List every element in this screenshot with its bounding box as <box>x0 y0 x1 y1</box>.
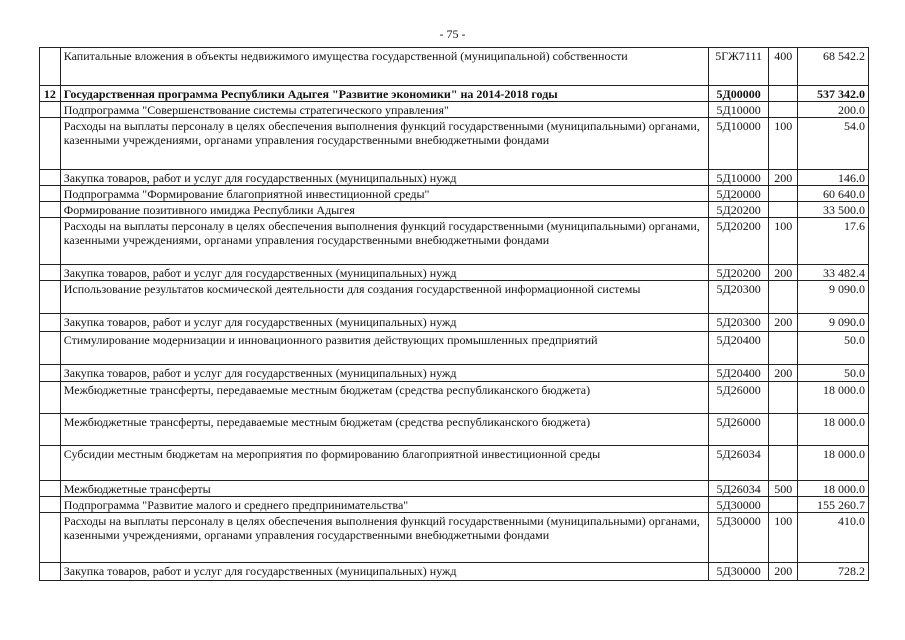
row-number-cell <box>40 513 61 563</box>
row-number-cell <box>40 118 61 170</box>
target-code-cell: 5Д10000 <box>709 170 769 186</box>
expense-type-cell: 100 <box>769 118 798 170</box>
table-row <box>40 314 869 332</box>
expense-type-cell <box>769 202 798 218</box>
item-name-cell: Межбюджетные трансферты, передаваемые местным бюджетам (средства республиканского бюджета) <box>60 414 708 446</box>
amount-cell: 728.2 <box>798 563 869 581</box>
expense-type-cell <box>769 414 798 446</box>
amount-cell: 68 542.2 <box>798 48 869 86</box>
item-name-cell: Государственная программа Республики Адыгея "Развитие экономики" на 2014-2018 годы <box>60 86 708 102</box>
table-row <box>40 86 869 102</box>
expense-type-cell: 200 <box>769 170 798 186</box>
table-row <box>40 382 869 414</box>
item-name-cell: Использование результатов космической деятельности для создания государственной информационной системы <box>60 281 708 314</box>
row-number-cell <box>40 265 61 281</box>
amount-cell: 18 000.0 <box>798 414 869 446</box>
item-name-cell: Подпрограмма "Формирование благоприятной инвестиционной среды" <box>60 186 708 202</box>
expense-type-cell: 200 <box>769 265 798 281</box>
target-code-cell: 5ГЖ7111 <box>709 48 769 86</box>
row-number-cell <box>40 202 61 218</box>
table-row <box>40 332 869 365</box>
expense-type-cell: 200 <box>769 314 798 332</box>
amount-cell: 9 090.0 <box>798 281 869 314</box>
expense-type-cell: 100 <box>769 513 798 563</box>
item-name-cell: Закупка товаров, работ и услуг для государственных (муниципальных) нужд <box>60 365 708 382</box>
target-code-cell: 5Д20400 <box>709 365 769 382</box>
row-number-cell <box>40 365 61 382</box>
row-number-cell <box>40 281 61 314</box>
table-row <box>40 281 869 314</box>
item-name-cell: Стимулирование модернизации и инновационного развития действующих промышленных предприятий <box>60 332 708 365</box>
expense-type-cell <box>769 497 798 513</box>
item-name-cell: Межбюджетные трансферты, передаваемые местным бюджетам (средства республиканского бюджета) <box>60 382 708 414</box>
expense-type-cell <box>769 446 798 481</box>
item-name-cell: Закупка товаров, работ и услуг для государственных (муниципальных) нужд <box>60 563 708 581</box>
target-code-cell: 5Д20300 <box>709 281 769 314</box>
item-name-cell: Межбюджетные трансферты <box>60 481 708 497</box>
row-number-cell <box>40 314 61 332</box>
budget-table-body <box>40 48 869 581</box>
target-code-cell: 5Д26000 <box>709 382 769 414</box>
item-name-cell: Подпрограмма "Развитие малого и среднего предпринимательства" <box>60 497 708 513</box>
amount-cell: 33 482.4 <box>798 265 869 281</box>
amount-cell: 60 640.0 <box>798 186 869 202</box>
row-number-cell <box>40 218 61 265</box>
table-row <box>40 218 869 265</box>
amount-cell: 18 000.0 <box>798 446 869 481</box>
target-code-cell: 5Д30000 <box>709 513 769 563</box>
item-name-cell: Расходы на выплаты персоналу в целях обеспечения выполнения функций государственными (муниципальными) органами, казенными учреждениями, органами управления государственными внебюджетными фондами <box>60 118 708 170</box>
amount-cell: 18 000.0 <box>798 481 869 497</box>
target-code-cell: 5Д20200 <box>709 265 769 281</box>
row-number-cell <box>40 497 61 513</box>
item-name-cell: Закупка товаров, работ и услуг для государственных (муниципальных) нужд <box>60 170 708 186</box>
target-code-cell: 5Д10000 <box>709 118 769 170</box>
row-number-cell <box>40 446 61 481</box>
table-row <box>40 118 869 170</box>
row-number-cell: 12 <box>40 86 61 102</box>
table-row <box>40 48 869 86</box>
amount-cell: 18 000.0 <box>798 382 869 414</box>
amount-cell: 50.0 <box>798 332 869 365</box>
amount-cell: 50.0 <box>798 365 869 382</box>
amount-cell: 200.0 <box>798 102 869 118</box>
table-row <box>40 513 869 563</box>
amount-cell: 9 090.0 <box>798 314 869 332</box>
row-number-cell <box>40 186 61 202</box>
row-number-cell <box>40 102 61 118</box>
table-row <box>40 481 869 497</box>
expense-type-cell: 500 <box>769 481 798 497</box>
target-code-cell: 5Д26034 <box>709 446 769 481</box>
expense-type-cell <box>769 102 798 118</box>
target-code-cell: 5Д26000 <box>709 414 769 446</box>
target-code-cell: 5Д26034 <box>709 481 769 497</box>
table-row <box>40 563 869 581</box>
page-number: - 75 - <box>439 27 466 41</box>
expense-type-cell: 200 <box>769 365 798 382</box>
expense-type-cell <box>769 186 798 202</box>
target-code-cell: 5Д30000 <box>709 563 769 581</box>
table-row <box>40 497 869 513</box>
expense-type-cell: 100 <box>769 218 798 265</box>
amount-cell: 537 342.0 <box>798 86 869 102</box>
row-number-cell <box>40 563 61 581</box>
row-number-cell <box>40 414 61 446</box>
amount-cell: 17.6 <box>798 218 869 265</box>
expense-type-cell: 200 <box>769 563 798 581</box>
table-row <box>40 446 869 481</box>
row-number-cell <box>40 170 61 186</box>
table-row <box>40 365 869 382</box>
expense-type-cell <box>769 281 798 314</box>
target-code-cell: 5Д00000 <box>709 86 769 102</box>
table-row <box>40 265 869 281</box>
row-number-cell <box>40 382 61 414</box>
row-number-cell <box>40 481 61 497</box>
amount-cell: 146.0 <box>798 170 869 186</box>
target-code-cell: 5Д20200 <box>709 202 769 218</box>
target-code-cell: 5Д20300 <box>709 314 769 332</box>
target-code-cell: 5Д30000 <box>709 497 769 513</box>
expense-type-cell <box>769 332 798 365</box>
item-name-cell: Капитальные вложения в объекты недвижимого имущества государственной (муниципальной) собственности <box>60 48 708 86</box>
table-row <box>40 202 869 218</box>
item-name-cell: Субсидии местным бюджетам на мероприятия по формированию благоприятной инвестиционной среды <box>60 446 708 481</box>
table-row <box>40 102 869 118</box>
budget-table <box>39 47 869 581</box>
row-number-cell <box>40 332 61 365</box>
amount-cell: 54.0 <box>798 118 869 170</box>
table-row <box>40 170 869 186</box>
target-code-cell: 5Д10000 <box>709 102 769 118</box>
table-row <box>40 186 869 202</box>
item-name-cell: Формирование позитивного имиджа Республики Адыгея <box>60 202 708 218</box>
amount-cell: 155 260.7 <box>798 497 869 513</box>
item-name-cell: Закупка товаров, работ и услуг для государственных (муниципальных) нужд <box>60 314 708 332</box>
expense-type-cell: 400 <box>769 48 798 86</box>
item-name-cell: Подпрограмма "Совершенствование системы стратегического управления" <box>60 102 708 118</box>
target-code-cell: 5Д20000 <box>709 186 769 202</box>
item-name-cell: Расходы на выплаты персоналу в целях обеспечения выполнения функций государственными (муниципальными) органами, казенными учреждениями, органами управления государственными внебюджетными фондами <box>60 513 708 563</box>
target-code-cell: 5Д20200 <box>709 218 769 265</box>
item-name-cell: Расходы на выплаты персоналу в целях обеспечения выполнения функций государственными (муниципальными) органами, казенными учреждениями, органами управления государственными внебюджетными фондами <box>60 218 708 265</box>
expense-type-cell <box>769 86 798 102</box>
target-code-cell: 5Д20400 <box>709 332 769 365</box>
amount-cell: 33 500.0 <box>798 202 869 218</box>
item-name-cell: Закупка товаров, работ и услуг для государственных (муниципальных) нужд <box>60 265 708 281</box>
amount-cell: 410.0 <box>798 513 869 563</box>
expense-type-cell <box>769 382 798 414</box>
row-number-cell <box>40 48 61 86</box>
table-row <box>40 414 869 446</box>
